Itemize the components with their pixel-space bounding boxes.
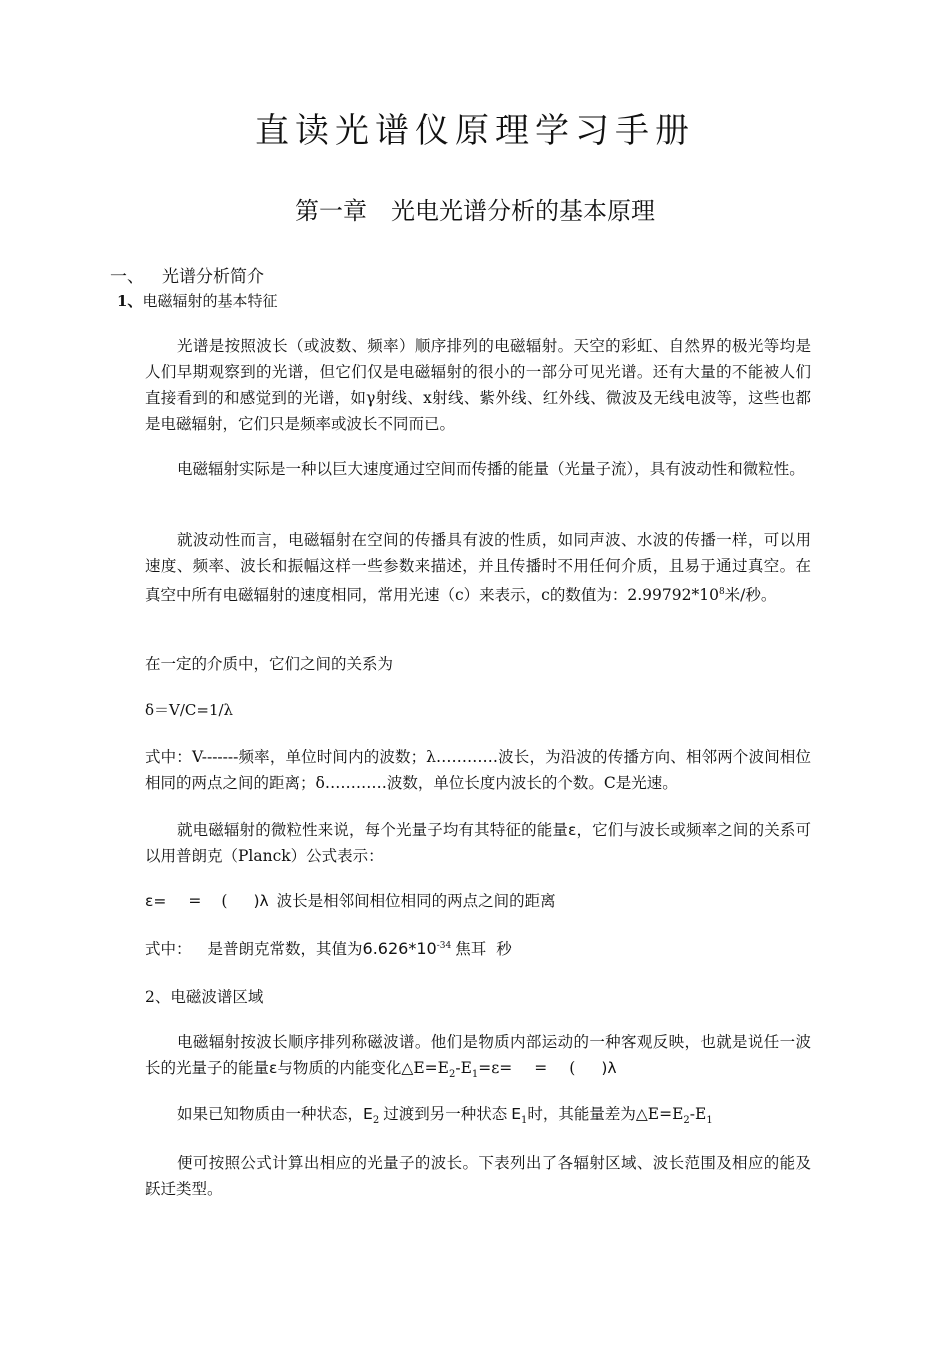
planck-exponent: -34 xyxy=(436,940,452,951)
p8-lambda: )λ xyxy=(601,1059,617,1077)
f2-paren: ( xyxy=(221,892,228,910)
paragraph-wave-particle: 电磁辐射实际是一种以巨大速度通过空间而传播的能量（光量子流），具有波动性和微粒性。 xyxy=(177,460,805,478)
p9-sub1: 1 xyxy=(521,1115,528,1127)
p8-equals: = xyxy=(534,1059,548,1077)
p7-label: 式中： xyxy=(145,940,192,958)
p8-text-2: 与物质的内能变化△E=E xyxy=(277,1059,449,1077)
p9-sub2: 2 xyxy=(372,1115,380,1127)
p6-text: 就电磁辐射的微粒性来说，每个光量子均有其特征的能量 xyxy=(177,821,568,839)
paragraph-spectrum-intro: 光谱是按照波长（或波数、频率）顺序排列的电磁辐射。天空的彩虹、自然界的极光等均是人们早期观察到的光谱，但它们仅是电磁辐射的很小的一部分可见光谱。还有大量的不能被人们直接看到的和感觉到的光谱，如γ射线、x射线、紫外线、红外线、微波及无线电波等，这些也都是电磁辐射，它们只是频率或波长不同而已。 xyxy=(145,337,811,433)
p9-text: 如果已知物质由一种状态， xyxy=(177,1105,364,1123)
document-title: 直读光谱仪原理学习手册 xyxy=(255,111,695,151)
p9-minus-e: -E xyxy=(689,1105,707,1123)
p9-e2: E xyxy=(363,1105,373,1123)
p9-text-3: 时，其能量差为△E=E xyxy=(527,1105,684,1123)
p9-text-2: 过渡到另一种状态 xyxy=(383,1105,508,1123)
paragraph-symbol-definitions: 式中：V-------频率，单位时间内的波数；λ…………波长，为沿波的传播方向、相邻两个波间相位相同的两点之间的距离；δ…………波数，单位长度内波长的个数。C是光速。 xyxy=(145,748,811,792)
paragraph-particle-nature xyxy=(145,817,811,869)
p7-text: 是普朗克常数，其值为 xyxy=(207,940,363,958)
f2-lambda: )λ xyxy=(253,892,269,910)
epsilon-symbol: ε xyxy=(568,821,577,839)
p8-eq: =ε= xyxy=(478,1059,513,1077)
p8-text: 电磁辐射按波长顺序排列称磁波谱。他们是物质内部运动的一种客观反映，也就是说任一波长的光量子的能量 xyxy=(145,1033,811,1077)
p8-minus-e: -E xyxy=(455,1059,472,1077)
subsection-label: 电磁辐射的基本特征 xyxy=(142,292,278,310)
f2-equals: = xyxy=(188,892,202,910)
formula-planck xyxy=(145,889,556,911)
paragraph-relation: 在一定的介质中，它们之间的关系为 xyxy=(145,655,394,673)
p9-e1: E xyxy=(511,1105,521,1123)
subsection-number: 1、 xyxy=(117,292,143,310)
planck-value: 6.626*10 xyxy=(362,939,437,958)
p3-text: 就波动性而言，电磁辐射在空间的传播具有波的性质，如同声波、水波的传播一样，可以用速度、频率、波长和振幅这样一些参数来描述，并且传播时不用任何介质，且易于通过真空。在真空中所有电磁辐射的速度相同，常用光速（c）来表示，c的数值为：2.99792*10 xyxy=(145,531,811,605)
paragraph-spectrum-region xyxy=(145,1029,811,1088)
paragraph-energy-difference xyxy=(177,1102,713,1126)
p6-text-2: ，它们与波长或频率之间的关系可以用普朗克（Planck）公式表示： xyxy=(145,821,811,865)
paragraph-planck-constant xyxy=(145,937,512,959)
exponent: 8 xyxy=(718,587,725,597)
chapter-heading: 第一章 光电光谱分析的基本原理 xyxy=(295,197,655,225)
subsection-heading xyxy=(117,290,277,311)
p8-epsilon: ε xyxy=(269,1059,278,1077)
f2-epsilon: ε= xyxy=(145,892,167,910)
subscript-2: 2 xyxy=(448,1069,456,1081)
f2-note: 波长是相邻间相位相同的两点之间的距离 xyxy=(276,892,556,910)
paragraph-wave-nature xyxy=(145,527,811,608)
unit-second: 秒 xyxy=(496,940,512,958)
p8-paren: ( xyxy=(569,1059,576,1077)
unit-joule: 焦耳 xyxy=(455,940,487,958)
subscript-1: 1 xyxy=(471,1069,479,1081)
p9-sub2b: 2 xyxy=(683,1115,690,1127)
p9-sub1b: 1 xyxy=(706,1115,713,1127)
p3-unit: 米/秒。 xyxy=(724,586,777,605)
subsection-heading-2: 2、电磁波谱区域 xyxy=(145,988,264,1006)
section-number: 一、 xyxy=(110,267,144,287)
section-label: 光谱分析简介 xyxy=(162,267,264,287)
formula-wavenumber: δ＝V/C=1/λ xyxy=(145,701,234,719)
paragraph-table-intro: 便可按照公式计算出相应的光量子的波长。下表列出了各辐射区域、波长范围及相应的能及跃迁类型。 xyxy=(145,1154,811,1198)
section-heading xyxy=(110,262,264,287)
